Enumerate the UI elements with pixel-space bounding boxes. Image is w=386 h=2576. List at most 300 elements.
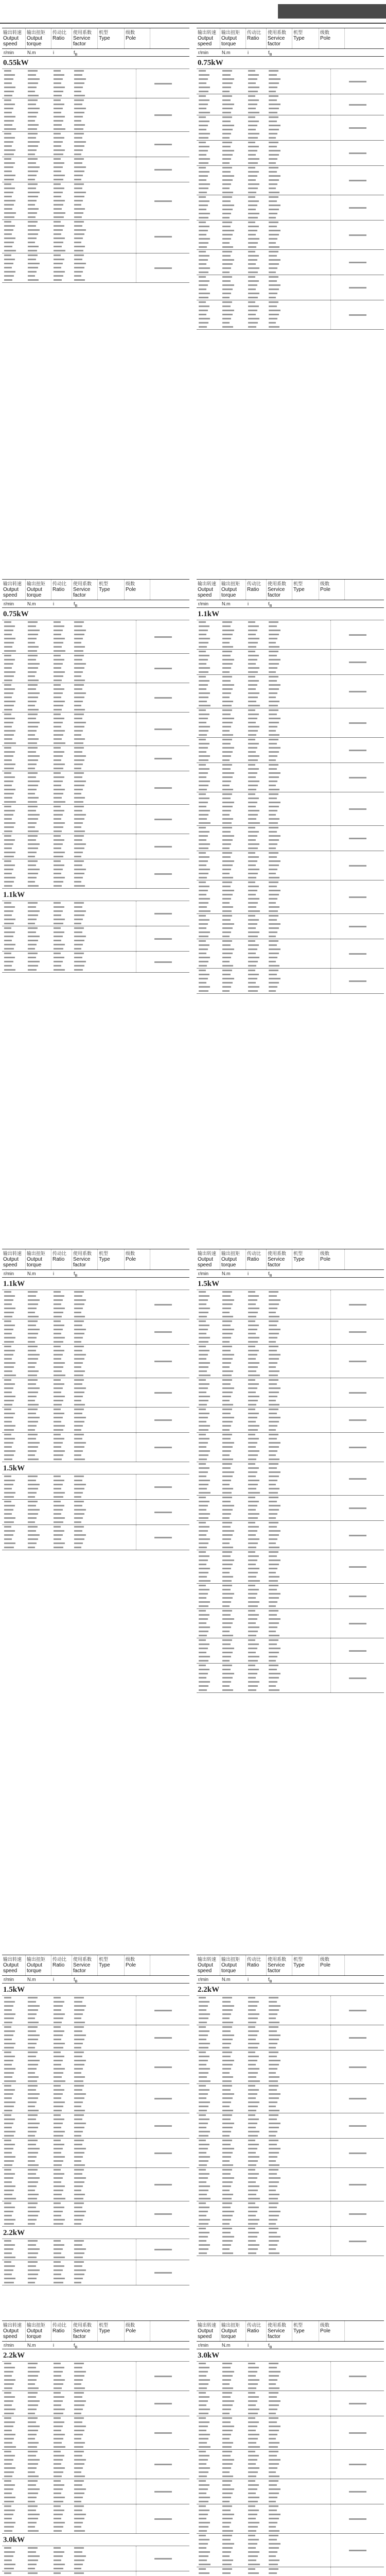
table-cell [220,855,246,859]
illegible-figure [199,175,208,177]
illegible-figure [74,822,83,824]
table-row [2,2042,136,2046]
illegible-figure [74,166,86,168]
header-output-speed [2,1955,26,1975]
table-cell [2,935,26,939]
table-cell [2,851,26,855]
table-cell [72,270,98,274]
illegible-figure [199,146,209,147]
table-cell [246,1319,267,1324]
table-cell [72,750,98,754]
table-cell [246,935,267,939]
illegible-figure [28,953,38,954]
table-cell [72,813,98,817]
illegible-figure [28,2202,38,2204]
table-row [2,2084,136,2088]
illegible-figure [4,1547,14,1548]
illegible-model-code [154,728,172,730]
illegible-figure [248,205,257,206]
illegible-figure [54,709,62,710]
illegible-figure [28,2047,35,2048]
illegible-figure [4,112,12,113]
table-row [197,149,330,153]
model-type-cell [330,250,384,275]
illegible-figure [54,1383,64,1385]
table-cell [267,687,292,691]
table-row [2,2180,136,2184]
table-row [197,952,330,956]
table-cell [246,1475,267,1479]
illegible-figure [4,2043,15,2044]
table-row [2,943,136,947]
illegible-figure [54,1505,64,1506]
illegible-figure [4,1308,15,1309]
table-cell [197,1290,220,1294]
illegible-figure [199,1635,207,1636]
table-cell [51,174,72,178]
table-cell [220,69,246,73]
table-cell [246,788,267,792]
table-cell [220,279,246,283]
table-cell [2,228,26,232]
header-pole-zh: 级数 [126,1251,135,1256]
illegible-figure [28,1429,35,1431]
illegible-figure [28,709,39,710]
table-cell [220,195,246,199]
illegible-figure [199,676,206,677]
illegible-figure [248,722,256,723]
table-cell [51,2147,72,2151]
illegible-figure [74,87,83,88]
table-cell [26,2197,51,2201]
table-cell [267,779,292,784]
table-cell [72,98,98,103]
header-pole-en: Pole [126,36,136,41]
table-row [2,2050,136,2055]
illegible-figure [199,1669,209,1670]
table-cell [72,199,98,203]
table-cell [267,851,292,855]
table-cell [72,178,98,182]
table-cell [2,90,26,94]
illegible-figure [28,940,38,941]
table-row [197,1672,330,1676]
illegible-figure [74,1291,84,1293]
illegible-figure [28,99,38,101]
table-row [2,1307,136,1311]
illegible-figure [199,1605,208,1607]
table-row [2,704,136,708]
model-type-cell [136,1525,189,1550]
table-row [2,1441,136,1445]
illegible-figure [199,196,206,198]
illegible-figure [222,768,231,770]
table-row [2,741,136,745]
table-row [2,2247,136,2251]
illegible-figure [248,1392,256,1393]
illegible-figure [28,275,35,277]
table-cell [2,1449,26,1453]
table-row [197,742,330,746]
illegible-figure [222,818,233,820]
table-cell [246,893,267,897]
illegible-model-code [349,953,366,955]
table-row [197,620,330,624]
illegible-figure [54,701,65,702]
illegible-figure [28,1400,35,1401]
illegible-model-code [349,287,366,289]
table-cell [267,947,292,952]
illegible-figure [54,768,63,769]
illegible-figure [199,1517,208,1519]
illegible-figure [199,986,210,988]
illegible-figure [222,162,230,164]
illegible-figure [199,898,210,900]
table-cell [197,94,220,98]
illegible-figure [4,2202,11,2204]
illegible-figure [74,141,86,143]
table-row [2,2218,136,2222]
illegible-figure [4,250,16,251]
model-type-cell [136,2201,189,2226]
table-cell [220,1462,246,1466]
illegible-figure [222,634,233,635]
table-cell [72,620,98,624]
table-cell [2,2042,26,2046]
table-cell [246,103,267,107]
illegible-figure [28,1997,38,1998]
table-cell [2,947,26,951]
illegible-figure [74,2144,82,2145]
table-cell [267,1625,292,1630]
table-cell [267,666,292,670]
illegible-figure [222,755,231,757]
table-cell [197,124,220,128]
table-cell [267,1416,292,1420]
illegible-figure [248,1329,257,1330]
table-row [2,1302,136,1307]
table-cell [246,1294,267,1298]
illegible-figure [199,205,208,206]
header-output-torque-en: Output torque [221,1257,237,1268]
header-service-factor [267,580,292,600]
table-cell [267,1449,292,1453]
table-row [2,1500,136,1504]
illegible-figure [28,764,37,765]
illegible-figure [54,2169,61,2171]
illegible-figure [222,1652,233,1653]
power-section-label: 0.75kW [197,57,384,69]
table-cell [2,191,26,195]
table-cell [72,2184,98,2189]
illegible-figure [28,646,39,648]
illegible-figure [74,902,84,904]
table-cell [51,1357,72,1361]
illegible-figure [54,2144,64,2145]
illegible-figure [74,2177,86,2179]
illegible-figure [269,104,280,105]
illegible-figure [269,91,276,92]
table-cell [267,229,292,233]
table-cell [246,1408,267,1412]
illegible-figure [54,2106,63,2107]
table-row [2,207,136,211]
table-cell [26,775,51,779]
table-row [197,178,330,182]
table-cell [197,973,220,977]
illegible-figure [74,255,84,256]
table-cell [220,1369,246,1374]
table-row [2,2134,136,2138]
table-cell [267,1655,292,1659]
model-row-group [2,182,189,220]
illegible-figure [4,145,12,147]
table-cell [220,1361,246,1365]
model-row-group [2,1290,189,1319]
table-cell [197,969,220,973]
table-cell [2,1399,26,1403]
illegible-figure [4,162,15,164]
row-group-lines [197,880,330,913]
illegible-figure [74,709,85,710]
table-cell [2,2012,26,2016]
table-cell [220,872,246,876]
table-cell [246,977,267,981]
illegible-figure [199,630,208,631]
illegible-figure [248,768,259,770]
model-row-group [197,1290,384,1319]
table-cell [2,69,26,73]
illegible-figure [54,948,63,950]
table-cell [197,1491,220,1495]
illegible-figure [269,158,277,160]
table-cell [2,215,26,219]
table-row [2,148,136,152]
table-cell [267,69,292,73]
illegible-figure [74,1513,84,1515]
table-cell [2,1382,26,1386]
model-type-cell [136,620,189,653]
illegible-model-code [349,980,366,982]
illegible-figure [54,1358,61,1360]
table-row [2,2122,136,2126]
illegible-figure [248,1622,256,1624]
table-cell [26,1495,51,1499]
table-row [2,274,136,278]
table-cell [246,145,267,149]
table-cell [197,296,220,300]
illegible-figure [222,150,234,151]
illegible-figure [248,944,259,946]
table-cell [2,683,26,687]
table-cell [2,674,26,679]
table-cell [246,1512,267,1516]
table-row [2,2109,136,2113]
table-cell [246,120,267,124]
unit-service-factor [267,600,292,609]
illegible-figure [28,2093,40,2095]
illegible-figure [4,1329,13,1330]
illegible-figure [54,2102,65,2103]
table-cell [197,1437,220,1441]
table-row [197,317,330,321]
table-cell [72,1311,98,1315]
illegible-figure [28,1379,38,1381]
illegible-figure [222,726,231,727]
table-cell [267,174,292,178]
illegible-figure [248,776,256,778]
table-cell [26,73,51,77]
table-cell [2,868,26,872]
table-cell [267,658,292,662]
illegible-figure [199,108,206,109]
table-cell [26,687,51,691]
illegible-figure [74,2085,84,2087]
table-cell [51,232,72,236]
illegible-figure [248,1425,259,1427]
table-cell [72,1332,98,1336]
table-cell [2,2033,26,2038]
table-cell [197,266,220,270]
illegible-figure [269,902,276,904]
illegible-figure [269,1358,279,1360]
table-row [197,1328,330,1332]
illegible-figure [28,776,36,778]
illegible-figure [74,697,84,698]
table-cell [197,876,220,880]
table-cell [2,767,26,771]
illegible-figure [4,2211,13,2212]
table-cell [267,136,292,140]
table-cell [197,826,220,830]
illegible-figure [199,318,210,319]
table-cell [220,1395,246,1399]
table-cell [72,947,98,951]
illegible-figure [269,642,276,643]
illegible-figure [4,2119,15,2120]
illegible-figure [54,1526,61,1528]
table-cell [72,77,98,81]
illegible-figure [248,1333,256,1334]
table-cell [72,859,98,863]
illegible-figure [4,2030,15,2032]
table-cell [246,1445,267,1449]
illegible-figure [28,697,38,698]
illegible-figure [222,1438,231,1439]
illegible-figure [74,2056,82,2057]
illegible-figure [74,221,84,223]
illegible-figure [269,310,280,311]
table-cell [72,2130,98,2134]
table-cell [72,930,98,935]
table-column [197,1249,384,1950]
illegible-figure [248,1413,259,1414]
table-cell [220,241,246,245]
illegible-figure [199,238,210,240]
table-cell [267,704,292,708]
table-cell [72,2197,98,2201]
table-cell [246,221,267,225]
illegible-figure [4,1333,12,1334]
illegible-figure [28,259,36,260]
illegible-figure [269,764,278,766]
table-cell [26,754,51,758]
model-row-group [197,166,384,195]
unit-ratio: i [248,50,249,55]
table-cell [246,901,267,905]
table-row [197,973,330,977]
illegible-figure [199,906,207,908]
illegible-figure [74,655,84,656]
illegible-figure [248,167,255,168]
table-row [2,132,136,136]
illegible-figure [269,734,279,736]
illegible-figure [54,1291,61,1293]
table-cell [2,1369,26,1374]
illegible-figure [199,1681,210,1683]
illegible-figure [248,82,256,84]
table-row [197,1575,330,1579]
illegible-model-code [349,1392,366,1394]
illegible-figure [28,196,38,197]
illegible-figure [4,822,15,824]
table-cell [267,834,292,838]
illegible-figure [54,2185,65,2187]
table-cell [26,1408,51,1412]
table-cell [26,2042,51,2046]
table-cell [51,842,72,846]
illegible-figure [74,175,83,176]
table-cell [220,174,246,178]
illegible-figure [54,810,64,811]
illegible-figure [222,1400,230,1401]
row-group-lines [197,275,330,300]
table-cell [26,834,51,838]
illegible-figure [4,843,13,845]
illegible-figure [4,688,15,690]
table-cell [72,220,98,224]
table-cell [267,321,292,325]
table-row [197,885,330,889]
illegible-model-code [349,808,366,810]
table-cell [51,132,72,136]
illegible-figure [74,772,84,774]
table-row [2,2151,136,2155]
table-cell [220,1579,246,1583]
model-type-cell [330,851,384,880]
illegible-figure [54,826,63,828]
table-cell [197,792,220,796]
table-band [2,579,384,1244]
table-cell [267,170,292,174]
illegible-figure [74,1303,84,1305]
illegible-figure [4,78,13,80]
model-row-group [2,1500,189,1525]
illegible-figure [199,179,206,181]
table-cell [197,1378,220,1382]
table-cell [2,1319,26,1324]
table-cell [26,157,51,161]
table-row [197,779,330,784]
illegible-model-code [349,896,366,898]
header-output-speed-zh: 输出转速 [3,1251,22,1256]
illegible-figure [54,2207,64,2208]
table-cell [197,1579,220,1583]
table-cell [220,204,246,208]
table-row [197,124,330,128]
illegible-figure [74,751,82,753]
illegible-figure [74,692,86,694]
